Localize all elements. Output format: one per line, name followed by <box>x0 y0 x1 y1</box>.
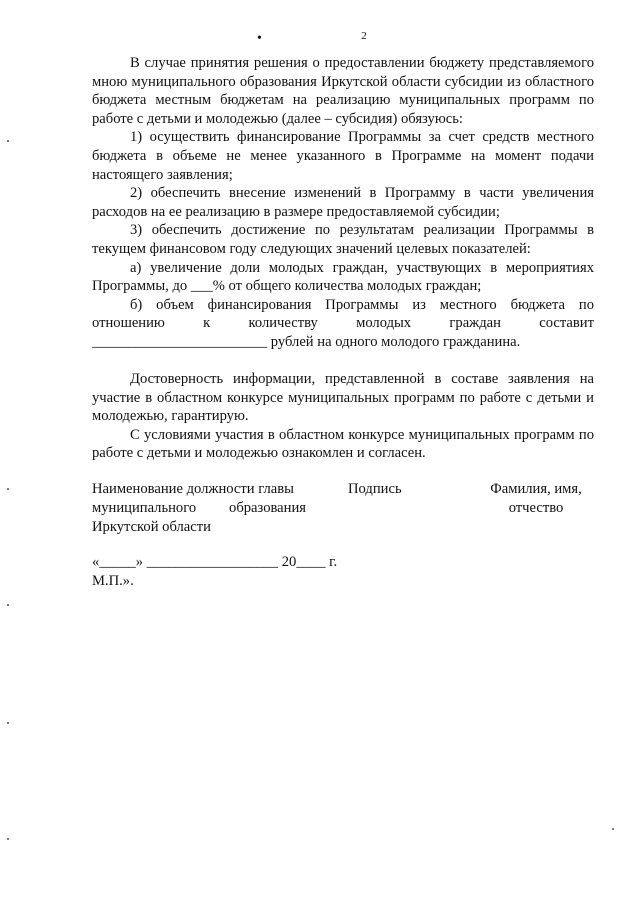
position-line-1: Наименование должности главы <box>92 481 294 497</box>
paragraph-guarantee: Достоверность информации, представленной в составе заявления на участие в областном конкурсе муниципальных программ по работе с детьми и молодежью, гарантирую. <box>92 371 594 425</box>
paragraph-obligation-intro: В случае принятия решения о предоставлении бюджету представляемого мною муниципального образования Иркутской области субсидии из областного бюджета местным бюджетам на реализацию муниципальных программ по работе с детьми и молодежью (далее – субсидия) обязуюсь: <box>92 55 594 127</box>
document-body <box>92 54 594 463</box>
scan-edge-mark <box>7 838 9 840</box>
paragraph-item-3b: б) объем финансирования Программы из местного бюджета по отношению к количеству молодых граждан составит <box>92 296 594 332</box>
paragraph-agreement: С условиями участия в областном конкурсе муниципальных программ по работе с детьми и молодежью ознакомлен и согласен. <box>92 426 594 462</box>
scan-edge-mark <box>7 140 9 142</box>
name-line-1: Фамилия, имя, <box>490 481 582 497</box>
scan-edge-mark <box>7 488 9 490</box>
signature-name <box>476 480 596 518</box>
date-block <box>92 553 337 591</box>
scan-edge-mark <box>612 828 614 830</box>
signature-label: Подпись <box>348 481 402 497</box>
position-line-2 <box>92 499 306 518</box>
seal-mark: М.П.». <box>92 573 134 589</box>
paragraph-item-2: 2) обеспечить внесение изменений в Программу в части увеличения расходов на ее реализацию в размере предоставляемой субсидии; <box>92 185 594 220</box>
scan-edge-mark <box>7 604 9 606</box>
name-line-2: отчество <box>508 500 564 516</box>
position-line-3: Иркутской области <box>92 519 211 535</box>
spacer <box>92 352 594 371</box>
scan-edge-mark <box>7 722 9 724</box>
paragraph-item-1: 1) осуществить финансирование Программы за счет средств местного бюджета в объеме не менее указанного в Программе на момент подачи настоящего заявления; <box>92 129 594 183</box>
paragraph-item-3: 3) обеспечить достижение по результатам реализации Программы в текущем финансовом году следующих значений целевых показателей: <box>92 222 594 257</box>
page-dot-mark: • <box>257 31 262 46</box>
signature-position <box>92 480 306 537</box>
position-line-2a: муниципального <box>92 500 197 516</box>
date-line: «_____» __________________ 20____ г. <box>92 554 338 570</box>
paragraph-item-3a: а) увеличение доли молодых граждан, участвующих в мероприятиях Программы, до ___% от общего количества молодых граждан; <box>92 259 594 295</box>
page-number: 2 <box>361 30 367 42</box>
position-line-2b: образования <box>229 500 306 516</box>
paragraph-item-3b-continuation: ________________________ рублей на одного молодого гражданина. <box>92 333 521 350</box>
